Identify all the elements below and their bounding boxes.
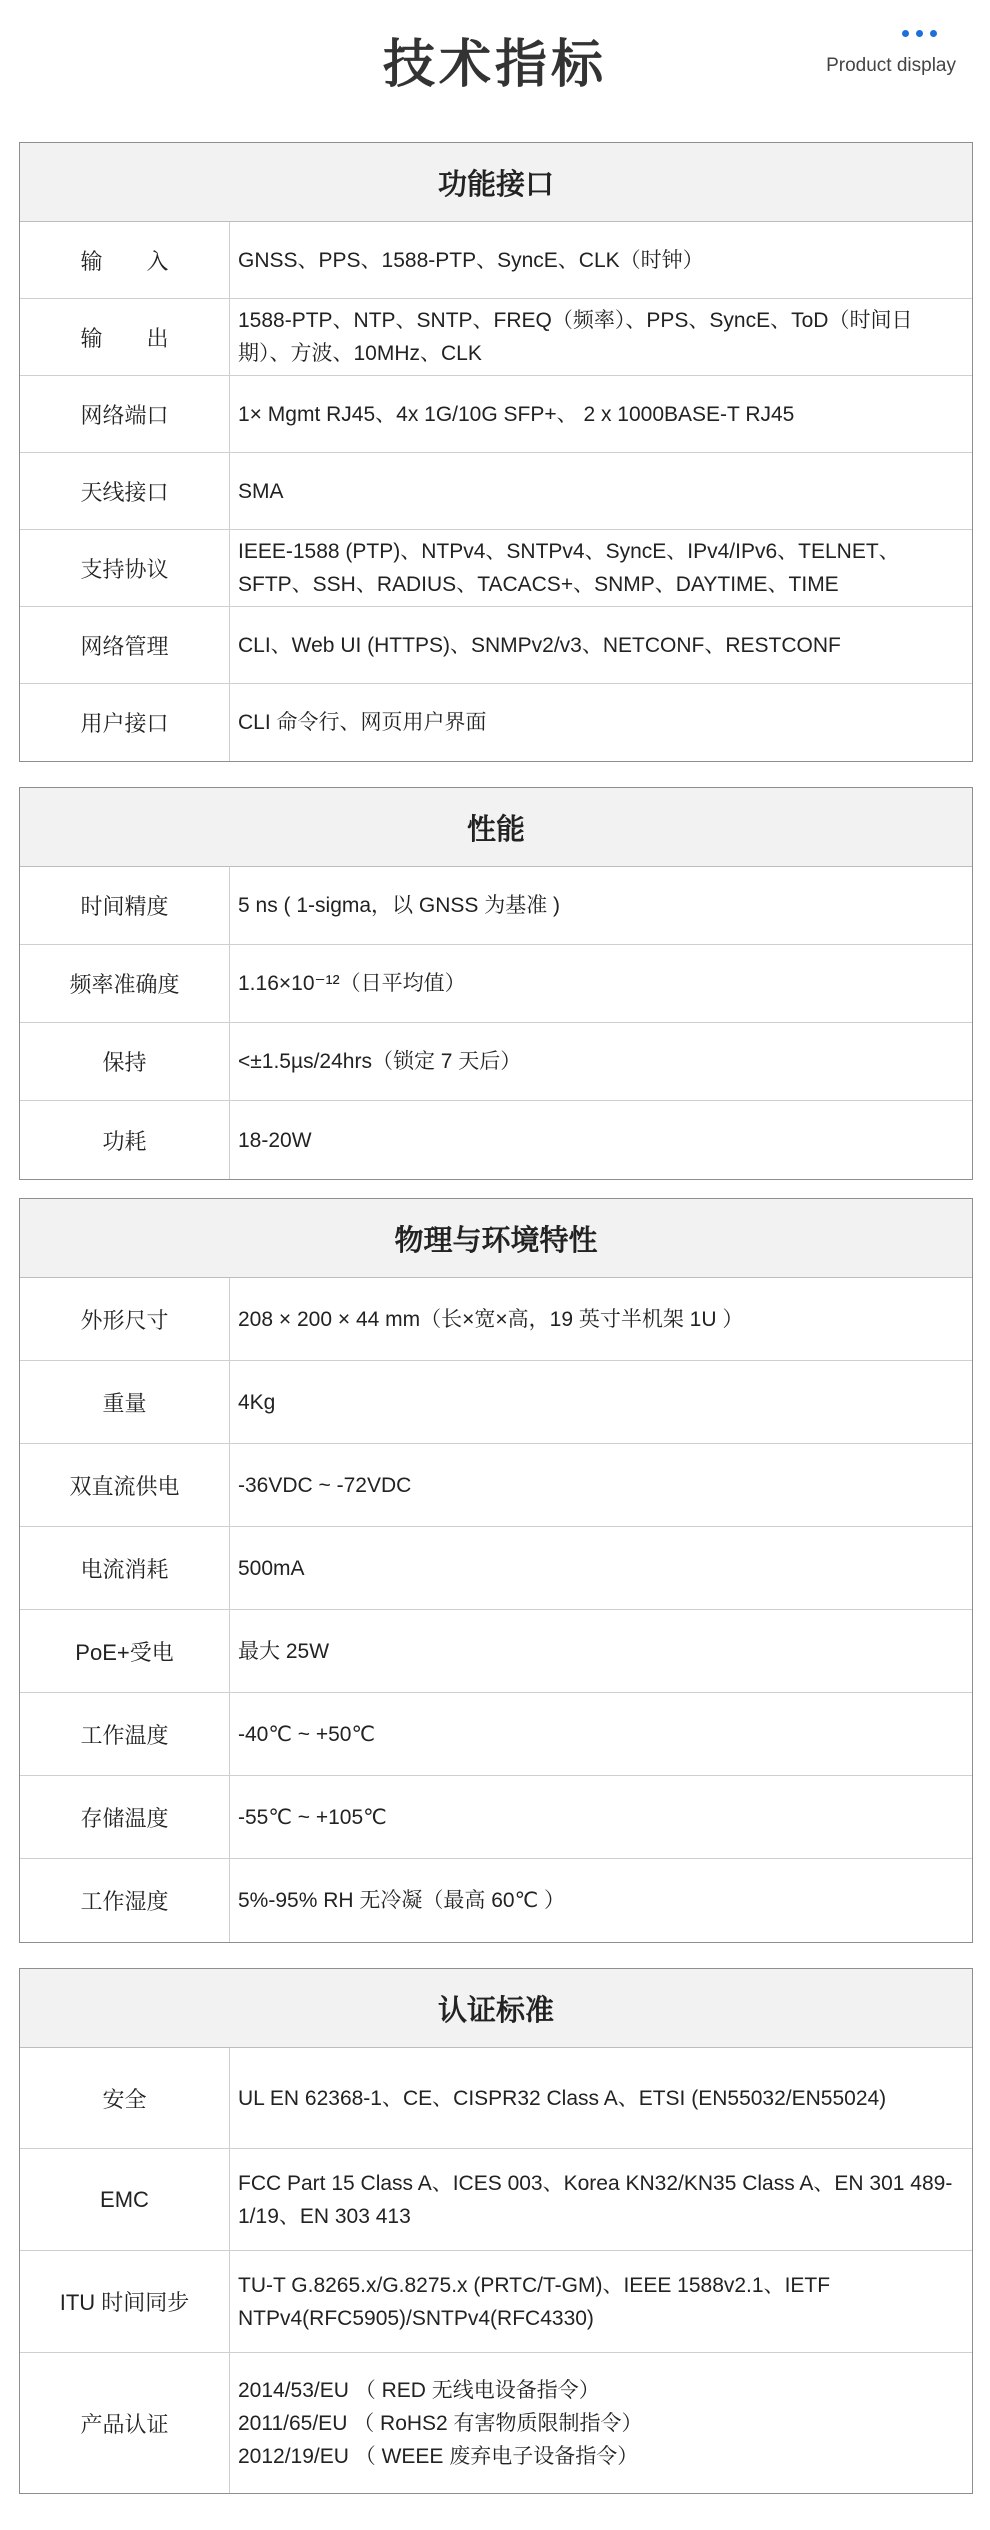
row-value: 208 × 200 × 44 mm（长×宽×高，19 英寸半机架 1U ） bbox=[238, 1307, 744, 1331]
table-row bbox=[20, 1023, 972, 1101]
row-label: 工作湿度 bbox=[20, 1859, 230, 1942]
row-value: IEEE-1588 (PTP)、NTPv4、SNTPv4、SyncE、IPv4/IPv6、TELNET、SFTP、SSH、RADIUS、TACACS+、SNMP、DAYTIME、TIME bbox=[238, 540, 900, 596]
table-row bbox=[20, 2353, 972, 2493]
table-row bbox=[20, 453, 972, 530]
row-label: 产品认证 bbox=[20, 2353, 230, 2493]
section-title: 性能 bbox=[20, 788, 972, 867]
row-value: FCC Part 15 Class A、ICES 003、Korea KN32/KN35 Class A、EN 301 489-1/19、EN 303 413 bbox=[238, 2171, 953, 2228]
section-title: 物理与环境特性 bbox=[20, 1199, 972, 1278]
row-label: 支持协议 bbox=[20, 530, 230, 606]
row-label: 用户接口 bbox=[20, 684, 230, 761]
row-label: 双直流供电 bbox=[20, 1444, 230, 1526]
row-value: TU-T G.8265.x/G.8275.x (PRTC/T-GM)、IEEE 1588v2.1、IETF NTPv4(RFC5905)/SNTPv4(RFC4330) bbox=[238, 2273, 831, 2330]
row-label: PoE+受电 bbox=[20, 1610, 230, 1692]
row-label: 外形尺寸 bbox=[20, 1278, 230, 1360]
table-row bbox=[20, 222, 972, 299]
row-value: 2014/53/EU （ RED 无线电设备指令） 2011/65/EU （ RoHS2 有害物质限制指令） 2012/19/EU （ WEEE 废弃电子设备指令） bbox=[238, 2378, 643, 2468]
more-dots-icon[interactable] bbox=[902, 30, 937, 37]
table-row bbox=[20, 1444, 972, 1527]
row-value: CLI、Web UI (HTTPS)、SNMPv2/v3、NETCONF、RESTCONF bbox=[238, 633, 841, 657]
page-header bbox=[0, 0, 990, 140]
section-function-interface bbox=[19, 142, 973, 762]
row-value: 5 ns ( 1-sigma，以 GNSS 为基准 ) bbox=[238, 894, 561, 917]
row-value: 1.16×10⁻¹²（日平均值） bbox=[238, 972, 466, 995]
table-row bbox=[20, 1693, 972, 1776]
row-value: 4Kg bbox=[238, 1390, 276, 1414]
table-row bbox=[20, 2048, 972, 2149]
row-label: 存储温度 bbox=[20, 1776, 230, 1858]
row-label: 天线接口 bbox=[20, 453, 230, 529]
row-value: UL EN 62368-1、CE、CISPR32 Class A、ETSI (EN55032/EN55024) bbox=[238, 2086, 887, 2110]
row-label: 频率准确度 bbox=[20, 945, 230, 1022]
row-label: 网络管理 bbox=[20, 607, 230, 683]
row-value: 最大 25W bbox=[238, 1639, 330, 1663]
row-label: 保持 bbox=[20, 1023, 230, 1100]
row-value: 1× Mgmt RJ45、4x 1G/10G SFP+、 2 x 1000BASE-T RJ45 bbox=[238, 402, 795, 426]
page-title: 技术指标 bbox=[382, 36, 607, 94]
row-label: 电流消耗 bbox=[20, 1527, 230, 1609]
section-performance bbox=[19, 787, 973, 1180]
section-title: 认证标准 bbox=[20, 1969, 972, 2048]
row-value: 5%-95% RH 无冷凝（最高 60℃ ） bbox=[238, 1889, 565, 1912]
row-value: -40℃ ~ +50℃ bbox=[238, 1722, 376, 1746]
table-row bbox=[20, 1527, 972, 1610]
row-label: ITU 时间同步 bbox=[20, 2251, 230, 2352]
section-certification bbox=[19, 1968, 973, 2494]
row-label: 功耗 bbox=[20, 1101, 230, 1179]
table-row bbox=[20, 2149, 972, 2251]
table-row bbox=[20, 2251, 972, 2353]
row-value: <±1.5µs/24hrs（锁定 7 天后） bbox=[238, 1050, 522, 1073]
section-physical-environment bbox=[19, 1198, 973, 1943]
row-value: 500mA bbox=[238, 1556, 305, 1580]
row-label: 安全 bbox=[20, 2048, 230, 2148]
table-row bbox=[20, 945, 972, 1023]
row-label: 工作温度 bbox=[20, 1693, 230, 1775]
product-display-label: Product display bbox=[826, 55, 956, 76]
row-value: SMA bbox=[238, 479, 284, 503]
table-row bbox=[20, 1361, 972, 1444]
row-value: 18-20W bbox=[238, 1128, 312, 1152]
table-row bbox=[20, 607, 972, 684]
table-row bbox=[20, 1610, 972, 1693]
row-value: GNSS、PPS、1588-PTP、SyncE、CLK（时钟） bbox=[238, 248, 704, 272]
table-row bbox=[20, 376, 972, 453]
row-value: CLI 命令行、网页用户界面 bbox=[238, 711, 487, 734]
row-label: 输 入 bbox=[20, 222, 230, 298]
table-row bbox=[20, 1101, 972, 1179]
row-label: 网络端口 bbox=[20, 376, 230, 452]
row-label: 时间精度 bbox=[20, 867, 230, 944]
table-row bbox=[20, 1278, 972, 1361]
row-value: -36VDC ~ -72VDC bbox=[238, 1473, 412, 1497]
row-label: 重量 bbox=[20, 1361, 230, 1443]
row-label: 输 出 bbox=[20, 299, 230, 375]
row-label: EMC bbox=[20, 2149, 230, 2250]
table-row bbox=[20, 1776, 972, 1859]
table-row bbox=[20, 1859, 972, 1942]
section-title: 功能接口 bbox=[20, 143, 972, 222]
table-row bbox=[20, 684, 972, 761]
table-row bbox=[20, 299, 972, 376]
row-value: -55℃ ~ +105℃ bbox=[238, 1805, 387, 1829]
table-row bbox=[20, 530, 972, 607]
table-row bbox=[20, 867, 972, 945]
row-value: 1588-PTP、NTP、SNTP、FREQ（频率）、PPS、SyncE、ToD（时间日期）、方波、10MHz、CLK bbox=[238, 309, 913, 365]
